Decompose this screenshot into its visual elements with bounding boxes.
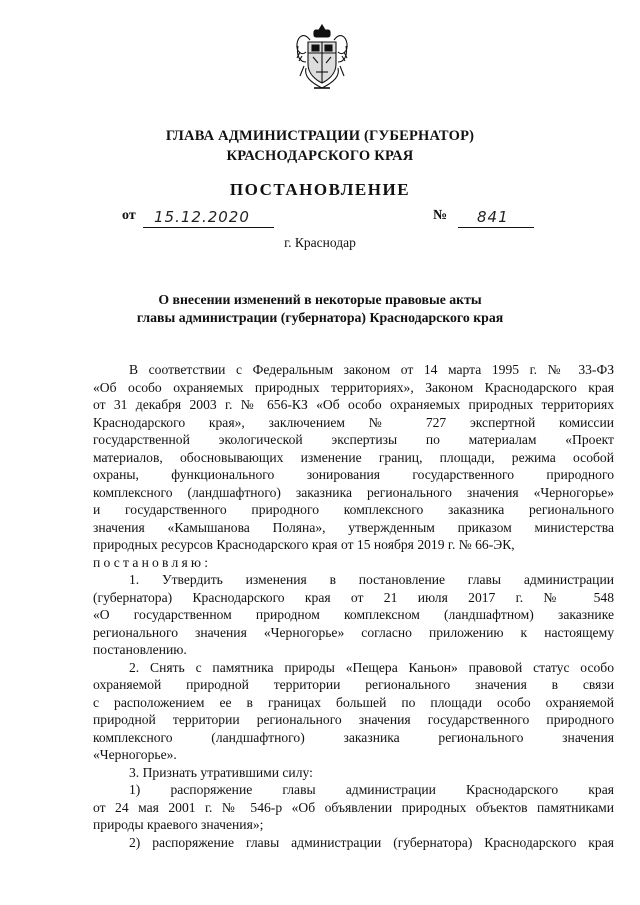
item-3-heading: 3. Признать утратившими силу: — [129, 764, 313, 780]
preamble-line: природных ресурсов Краснодарского края от 15 ноября 2019 г. № 66-ЭК, — [93, 537, 515, 552]
item-2-line: 2. Снять с памятника природы «Пещера Каньон» правовой статус особо — [129, 659, 614, 675]
item-3-1-line: 1) распоряжение главы администрации Краснодарского края — [129, 782, 614, 797]
date-field — [122, 208, 136, 230]
preamble-line: материалов, обосновывающих изменение границ, площади, режима особой — [93, 449, 614, 465]
preamble-line: государственной экологической экспертизы по материалам «Проект — [93, 432, 614, 447]
authority-title-line-2: КРАСНОДАРСКОГО КРАЯ — [226, 148, 414, 164]
number-field — [433, 208, 447, 230]
preamble-line: комплексного (ландшафтного) заказника регионального значения «Черногорье» — [93, 484, 614, 500]
item-3-2-line: 2) распоряжение главы администрации (губернатора) Краснодарского края — [129, 834, 614, 850]
document-title-line-1: О внесении изменений в некоторые правовые акты — [158, 292, 482, 307]
item-1-line: (губернатора) Краснодарского края от 21 июля 2017 г. № 548 — [93, 589, 614, 605]
preamble-line: В соответствии с Федеральным законом от 14 марта 1995 г. № 33-ФЗ — [129, 362, 614, 377]
item-1-line: 1. Утвердить изменения в постановление главы администрации — [129, 572, 614, 587]
item-3-1-line: от 24 мая 2001 г. № 546-р «Об объявлении природных объектов памятниками — [93, 799, 614, 815]
item-1-line: регионального значения «Черногорье» согласно приложению к настоящему — [93, 624, 614, 640]
krasnodar-coat-of-arms-icon — [294, 22, 350, 94]
document-title — [60, 291, 580, 327]
item-2-line: «Черногорье». — [93, 747, 177, 762]
number-underline — [458, 227, 534, 228]
item-2-line: охраняемой природной территории регионального значения в связи — [93, 677, 614, 692]
city: г. Краснодар — [284, 235, 356, 250]
item-2 — [93, 659, 614, 764]
date-underline — [143, 227, 274, 228]
item-2-line: с расположением ее в границах большей по площади особо охраняемой — [93, 694, 614, 710]
preamble-line: Краснодарского края», заключением № 727 экспертной комиссии — [93, 414, 614, 430]
number-prefix: № — [433, 208, 448, 223]
number-value: 841 — [477, 208, 509, 226]
item-1-line: постановлению. — [93, 642, 187, 657]
preamble-line: от 31 декабря 2003 г. № 656-КЗ «Об особо охраняемых природных территориях — [93, 397, 614, 412]
item-1-line: «О государственном природном комплексном (ландшафтном) заказнике — [93, 607, 614, 622]
authority-title-line-1: ГЛАВА АДМИНИСТРАЦИИ (ГУБЕРНАТОР) — [165, 128, 475, 144]
document-body — [93, 361, 614, 851]
preamble-line: «Об особо охраняемых природных территориях», Законом Краснодарского края — [93, 379, 614, 395]
date-value: 15.12.2020 — [154, 208, 250, 226]
preamble-line: и государственного природного комплексного заказника регионального — [93, 502, 614, 517]
preamble-line: значения «Камышанова Поляна», утвержденным приказом министерства — [93, 519, 614, 535]
resolve-word: постановляю: — [93, 554, 212, 570]
date-prefix: от — [122, 208, 136, 223]
preamble-line: охраны, функционального зонирования государственного природного — [93, 467, 614, 482]
item-3-1-line: природы краевого значения»; — [93, 817, 264, 832]
item-1 — [93, 571, 614, 659]
item-3 — [93, 764, 614, 852]
document-title-line-2: главы администрации (губернатора) Краснодарского края — [136, 310, 504, 325]
document-type: ПОСТАНОВЛЕНИЕ — [229, 180, 411, 199]
preamble — [93, 361, 614, 571]
item-2-line: природной территории регионального значения государственного природного — [93, 712, 614, 727]
item-2-line: комплексного (ландшафтного) заказника регионального значения — [93, 729, 614, 745]
